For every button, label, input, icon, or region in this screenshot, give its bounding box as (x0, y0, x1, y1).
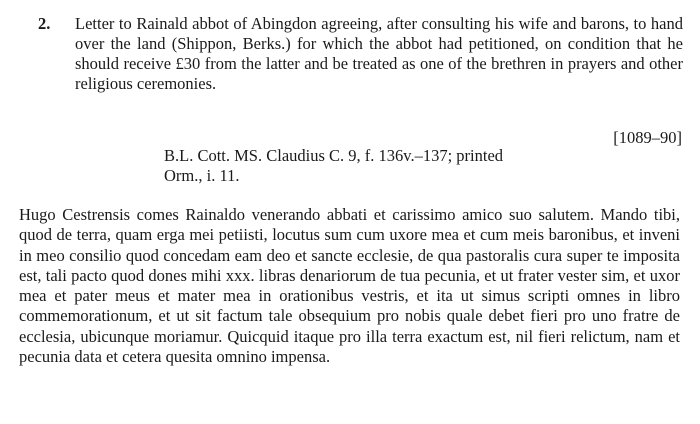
source-line-2: Orm., i. 11. (164, 166, 240, 185)
entry-number: 2. (38, 14, 51, 33)
source-citation (164, 146, 503, 186)
entry-date: [1089–90] (613, 128, 682, 147)
source-line-1: B.L. Cott. MS. Claudius C. 9, f. 136v.–137; printed (164, 146, 504, 165)
entry-summary: Letter to Rainald abbot of Abingdon agreeing, after consulting his wife and barons, to hand over the land (Shippon, Berks.) for which the abbot had petitioned, on condition that he should receive £30 from the latter and be treated as one of the brethren in prayers and other religious ceremonies. (75, 14, 683, 93)
latin-text: Hugo Cestrensis comes Rainaldo venerando abbati et carissimo amico suo salutem. Mando tibi, quod de terra, quam erga mei petiisti, locutus sum cum uxore mea et cum meis baronibus, et inveni in meo consilio quod concedam eam deo et sancte ecclesie, de qua pastoralis cura super te imposita est, tali pacto quod dones mihi xxx. libras denariorum de tua pecunia, et ut frater vester sim, et uxor mea et pater meus et mater mea in orationibus vestris, et ita ut simus scripti omnes in libro commemorationum, et ut sit factum tale obsequium pro nobis quale debet fieri pro uno fratre de ecclesia, ubicunque moriamur. Quicquid itaque pro illa terra exactum est, nil fieri relictum, nam et pecunia data et cetera quesita omnino impensa. (19, 205, 680, 367)
